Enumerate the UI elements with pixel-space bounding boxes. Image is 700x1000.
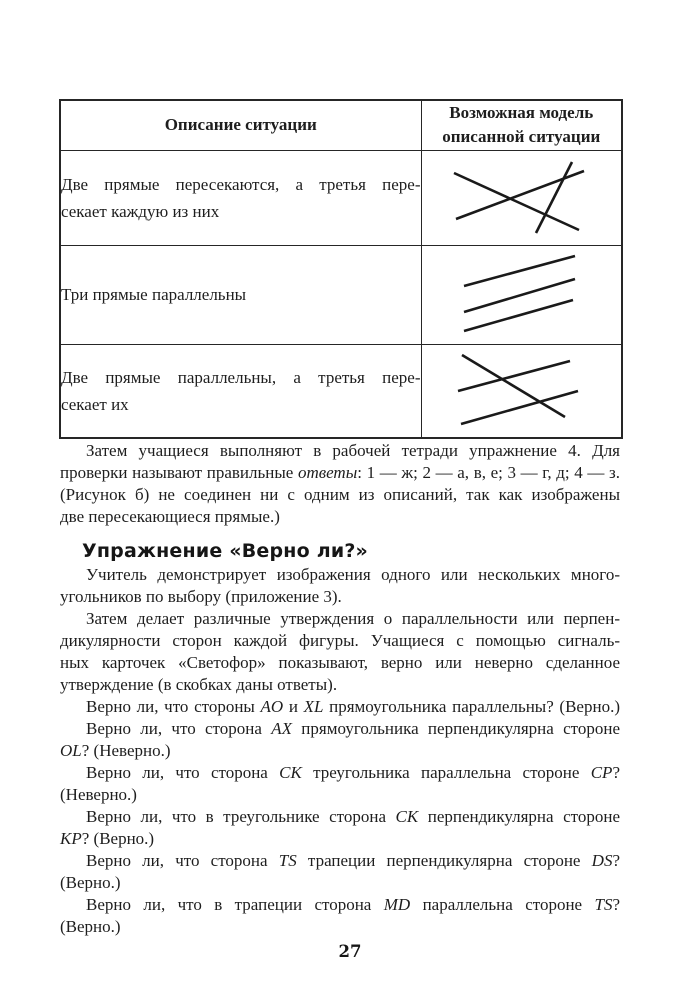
situation-model-table (59, 99, 623, 439)
text-run: (Верно.) (60, 917, 121, 936)
col-header-description (60, 100, 421, 150)
situation-description-cell (60, 245, 421, 344)
text-run: Верно ли, что сторона (86, 719, 272, 738)
paragraph (60, 608, 620, 696)
paragraph (60, 696, 620, 718)
table-row (60, 245, 622, 344)
section-heading: Упражнение «Верно ли?» (82, 540, 369, 562)
model-figure-cell (421, 150, 622, 245)
text-line (60, 484, 620, 506)
text-line (60, 850, 620, 872)
math-label: CP (590, 763, 613, 782)
math-label: TS (594, 895, 613, 914)
math-label: AX (271, 719, 292, 738)
page-number: 27 (338, 942, 362, 961)
table-row (60, 150, 622, 245)
paragraph (60, 894, 620, 938)
text-run: прямоугольника перпендикулярна стороне (291, 719, 620, 738)
text-run: (Верно.) (60, 873, 121, 892)
text-run: проверки называют правильные (60, 463, 298, 482)
col-header-model-line2: описанной ситуации (442, 127, 601, 147)
text-line (60, 806, 620, 828)
table-header-row (60, 100, 622, 150)
text-run: Верно ли, что сторона (86, 763, 280, 782)
text-run: ? (612, 851, 620, 870)
text-run: ? (612, 895, 620, 914)
description-line: Две прямые пересекаются, а третья пере- (61, 174, 421, 194)
paragraph (60, 806, 620, 850)
text-run: ных карточек «Светофор» показывают, верно или неверно сделанное (60, 653, 620, 672)
situation-description-cell (60, 150, 421, 245)
text-run: (Неверно.) (60, 785, 137, 804)
text-run: утверждение (в скобках даны ответы). (60, 675, 338, 694)
text-run: ? (Неверно.) (81, 741, 171, 760)
text-line (60, 696, 620, 718)
text-line (60, 462, 620, 484)
three-pairwise-intersecting-lines-figure (422, 151, 621, 245)
text-run: Верно ли, что сторона (86, 851, 279, 870)
text-line (60, 586, 620, 608)
text-line (60, 872, 620, 894)
text-line (60, 762, 620, 784)
text-run: (Рисунок б) не соединен ни с одним из описаний, так как изображены (60, 485, 620, 504)
description-line: секает каждую из них (61, 201, 220, 221)
text-line (60, 440, 620, 462)
text-run: перпендикулярна стороне (418, 807, 620, 826)
text-line (60, 564, 620, 586)
text-line (60, 718, 620, 740)
text-run: Верно ли, что в трапеции сторона (86, 895, 384, 914)
paragraph (60, 718, 620, 762)
text-run: ? (Верно.) (81, 829, 155, 848)
paragraph (60, 564, 620, 608)
text-run: ? (612, 763, 620, 782)
col-header-model (421, 100, 622, 150)
lesson-text (60, 440, 620, 938)
math-label: CK (279, 763, 302, 782)
col-header-description-label: Описание ситуации (164, 115, 317, 135)
text-line (60, 506, 620, 528)
text-line (60, 608, 620, 630)
text-run: Верно ли, что стороны (86, 697, 261, 716)
paragraph (60, 440, 620, 528)
text-run: Затем делает различные утверждения о параллельности или перпен- (86, 609, 620, 628)
math-label: TS (278, 851, 297, 870)
text-line (60, 630, 620, 652)
text-line (60, 784, 620, 806)
model-figure-cell (421, 245, 622, 344)
text-line (60, 828, 620, 850)
text-run: треугольника параллельна стороне (301, 763, 591, 782)
text-run: : 1 — ж; 2 — а, в, е; 3 — г, д; 4 — з. (357, 463, 620, 482)
three-parallel-lines-figure (422, 246, 621, 344)
model-figure-cell (421, 344, 622, 438)
text-line (60, 740, 620, 762)
text-run: прямоугольника параллельны? (Верно.) (323, 697, 620, 716)
text-line (60, 674, 620, 696)
col-header-model-line1: Возможная модель (449, 103, 594, 123)
math-label: KP (60, 829, 82, 848)
text-run: и (283, 697, 304, 716)
text-run: две пересекающиеся прямые.) (60, 507, 280, 526)
math-label: OL (60, 741, 82, 760)
table-body (60, 150, 622, 438)
math-label: DS (591, 851, 613, 870)
paragraph (60, 850, 620, 894)
text-run: угольников по выбору (приложение 3). (60, 587, 342, 606)
text-run: Затем учащиеся выполняют в рабочей тетради упражнение 4. Для (86, 441, 620, 460)
math-label: AO (260, 697, 284, 716)
table-row (60, 344, 622, 438)
math-label: ответы (297, 463, 358, 482)
text-run: дикулярности сторон каждой фигуры. Учащиеся с помощью сигналь- (60, 631, 620, 650)
description-line: секает их (61, 394, 129, 414)
math-label: CK (395, 807, 419, 826)
text-run: параллельна стороне (410, 895, 595, 914)
description-line: Три прямые параллельны (61, 285, 247, 304)
text-line (60, 916, 620, 938)
text-run: трапеции перпендикулярна стороне (296, 851, 592, 870)
description-line: Две прямые параллельны, а третья пере- (61, 367, 421, 387)
math-label: XL (303, 697, 324, 716)
paragraph (60, 762, 620, 806)
math-label: MD (383, 895, 411, 914)
text-line (60, 894, 620, 916)
text-run: Верно ли, что в треугольнике сторона (86, 807, 396, 826)
situation-description-cell (60, 344, 421, 438)
text-run: Учитель демонстрирует изображения одного или нескольких много- (86, 565, 620, 584)
text-line (60, 652, 620, 674)
two-parallel-lines-with-transversal-figure (422, 345, 621, 437)
